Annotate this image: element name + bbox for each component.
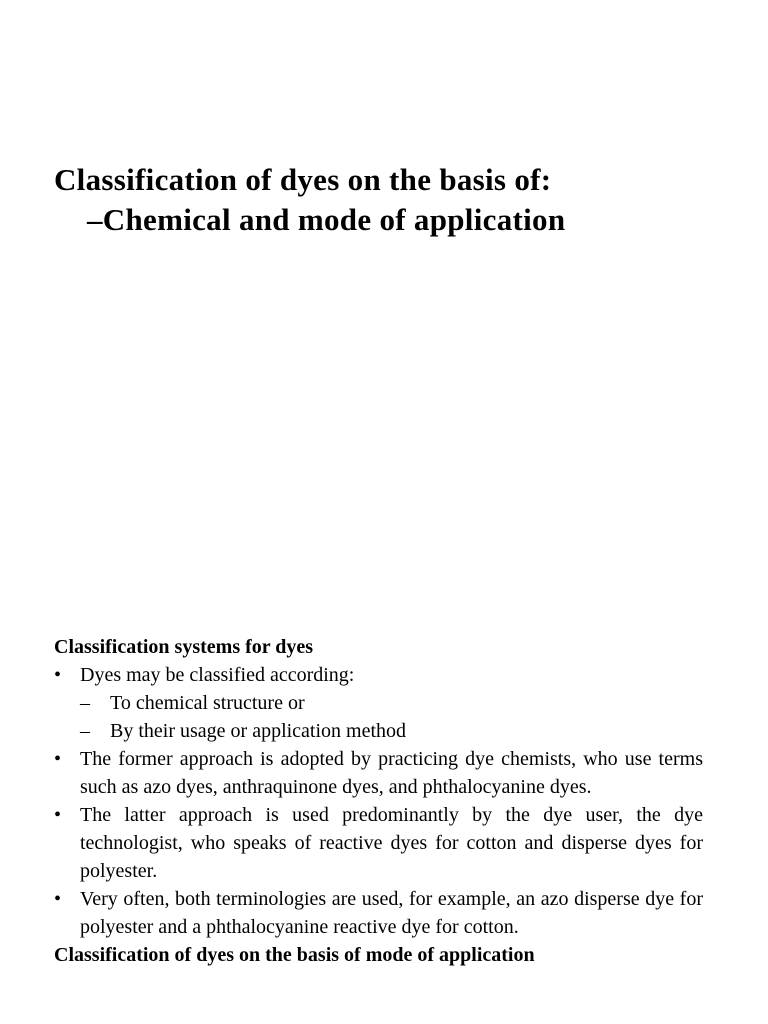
bullet-text: Very often, both terminologies are used, for example, an azo disperse dye for polyester and a phthalocyanine reactive dye for cotton.: [80, 888, 703, 938]
slide-title: [54, 160, 754, 240]
sub-bullet-item: [80, 689, 703, 717]
title-line-2: –Chemical and mode of application: [87, 202, 566, 237]
sub-bullet-item: [80, 717, 703, 745]
bullet-text: Dyes may be classified according:: [80, 664, 355, 686]
sub-bullet-text: By their usage or application method: [110, 720, 407, 742]
sub-bullet-list: [80, 689, 703, 745]
bullet-item: [54, 745, 703, 801]
bullet-list: [54, 661, 703, 941]
sub-bullet-marker: –: [80, 692, 90, 714]
bullet-marker: •: [54, 664, 62, 686]
bullet-text: The former approach is adopted by practicing dye chemists, who use terms such as azo dyes, anthraquinone dyes, and phthalocyanine dyes.: [80, 748, 703, 798]
title-line-1: Classification of dyes on the basis of:: [54, 162, 552, 197]
bullet-text: The latter approach is used predominantly by the dye user, the dye technologist, who speaks of reactive dyes for cotton and disperse dyes for polyester.: [80, 804, 703, 882]
bullet-item: [54, 661, 703, 745]
bullet-item: [54, 801, 703, 885]
bullet-item: [54, 885, 703, 941]
bullet-marker: •: [54, 804, 62, 826]
footer-heading: Classification of dyes on the basis of mode of application: [54, 944, 535, 966]
sub-bullet-text: To chemical structure or: [110, 692, 305, 714]
sub-bullet-marker: –: [80, 720, 90, 742]
section-heading: Classification systems for dyes: [54, 636, 314, 658]
bullet-marker: •: [54, 888, 62, 910]
content-block: [54, 633, 703, 969]
bullet-marker: •: [54, 748, 62, 770]
